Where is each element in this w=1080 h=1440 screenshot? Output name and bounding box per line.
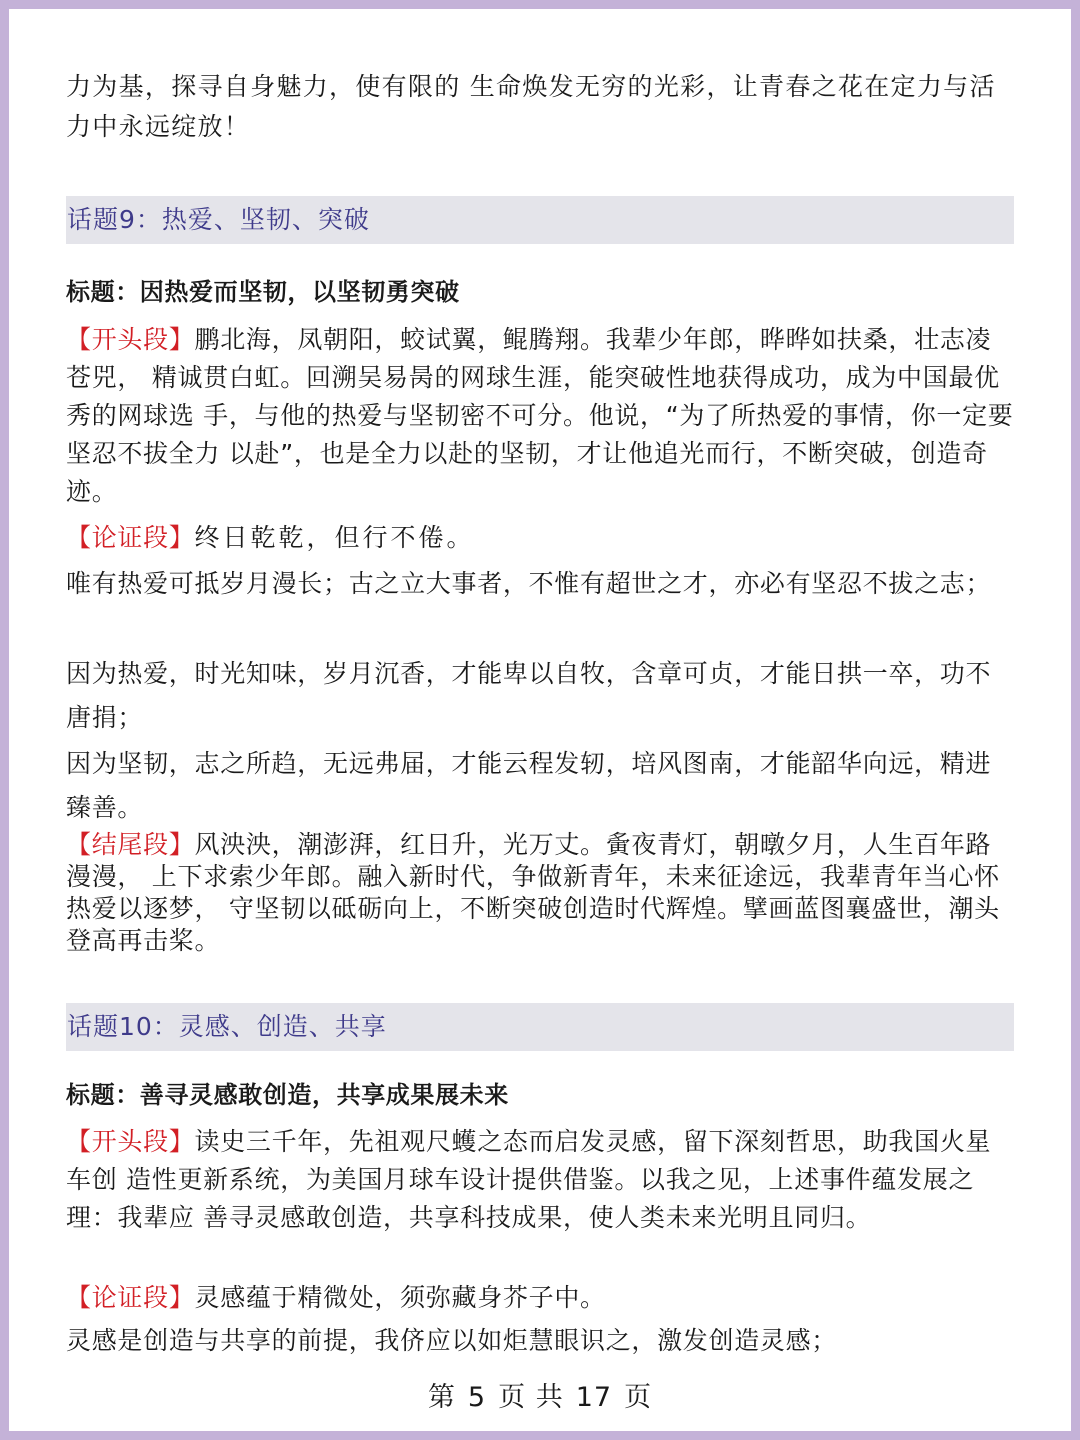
topic-9-heading: 话题9：热爱、坚韧、突破 (66, 196, 1014, 244)
topic-10-opening-paragraph (66, 1123, 1016, 1237)
argument-point-1: 唯有热爱可抵岁月漫长；古之立大事者，不惟有超世之才，亦必有坚忍不拔之志； (66, 569, 992, 598)
argument-tag: 【论证段】 (66, 523, 195, 552)
current-page-number: 5 (467, 1382, 487, 1413)
lead-paragraph: 力为基，探寻自身魅力，使有限的 生命焕发无穷的光彩，让青春之花在定力与活力中永远绽放！ (66, 72, 996, 141)
ending-text: 风泱泱，潮澎湃，红日升，光万丈。夤夜青灯，朝暾夕月，人生百年路漫漫， 上下求索少年郎。融入新时代，争做新青年，未来征途远，我辈青年当心怀热爱以逐梦， 守坚韧以砥砺向上，不断突破创造时代辉煌。擘画蓝图襄盛世，潮头登高再击桨。 (66, 830, 1000, 955)
opening-text: 鹏北海，凤朝阳，蛟试翼，鲲腾翔。我辈少年郎，晔晔如扶桑，壮志凌苍兕， 精诚贯白虹。回溯吴易昺的网球生涯，能突破性地获得成功，成为中国最优秀的网球选 手，与他的热爱与坚韧密不可分。他说，“为了所热爱的事情，你一定要坚忍不拔全力 以赴”，也是全力以赴的坚韧，才让他追光而行，不断突破，创造奇迹。 (66, 325, 1014, 506)
argument-point-2: 因为热爱，时光知味，岁月沉香，才能卑以自牧，含章可贞，才能日拱一卒，功不唐捐； (66, 659, 992, 732)
topic-10-title: 标题：善寻灵感敢创造，共享成果展未来 (66, 1081, 509, 1109)
footer-middle: 页 共 (498, 1382, 564, 1413)
opening-text: 读史三千年，先祖观尺蠖之态而启发灵感，留下深刻哲思，助我国火星车创 造性更新系统，为美国月球车设计提供借鉴。以我之见，上述事件蕴发展之理：我辈应 善寻灵感敢创造，共享科技成果，使人类未来光明且同归。 (66, 1127, 992, 1232)
topic-9-argument-paragraph (66, 519, 475, 557)
topic-9-ending-paragraph (66, 829, 1016, 957)
page-footer (9, 1375, 1071, 1414)
argument-intro: 灵感蕴于精微处，须弥藏身芥子中。 (194, 1283, 606, 1312)
opening-tag: 【开头段】 (66, 1127, 195, 1156)
argument-point-3: 因为坚韧，志之所趋，无远弗届，才能云程发轫，培风图南，才能韶华向远，精进臻善。 (66, 749, 992, 822)
opening-tag: 【开头段】 (66, 325, 195, 354)
argument-intro: 终日乾乾，但行不倦。 (194, 523, 475, 552)
ending-tag: 【结尾段】 (66, 830, 195, 859)
footer-suffix: 页 (624, 1382, 653, 1413)
footer-prefix: 第 (427, 1382, 456, 1413)
argument-tag: 【论证段】 (66, 1283, 195, 1312)
topic-10-heading: 话题10：灵感、创造、共享 (66, 1003, 1014, 1051)
page (9, 9, 1071, 1431)
topic-10-argument-paragraph (66, 1279, 606, 1317)
topic-9-opening-paragraph (66, 321, 1016, 511)
total-pages-number: 17 (575, 1382, 613, 1413)
topic-9-title: 标题：因热爱而坚韧，以坚韧勇突破 (66, 278, 460, 306)
topic-10-argument-point-1: 灵感是创造与共享的前提，我侪应以如炬慧眼识之，激发创造灵感； (66, 1326, 838, 1355)
